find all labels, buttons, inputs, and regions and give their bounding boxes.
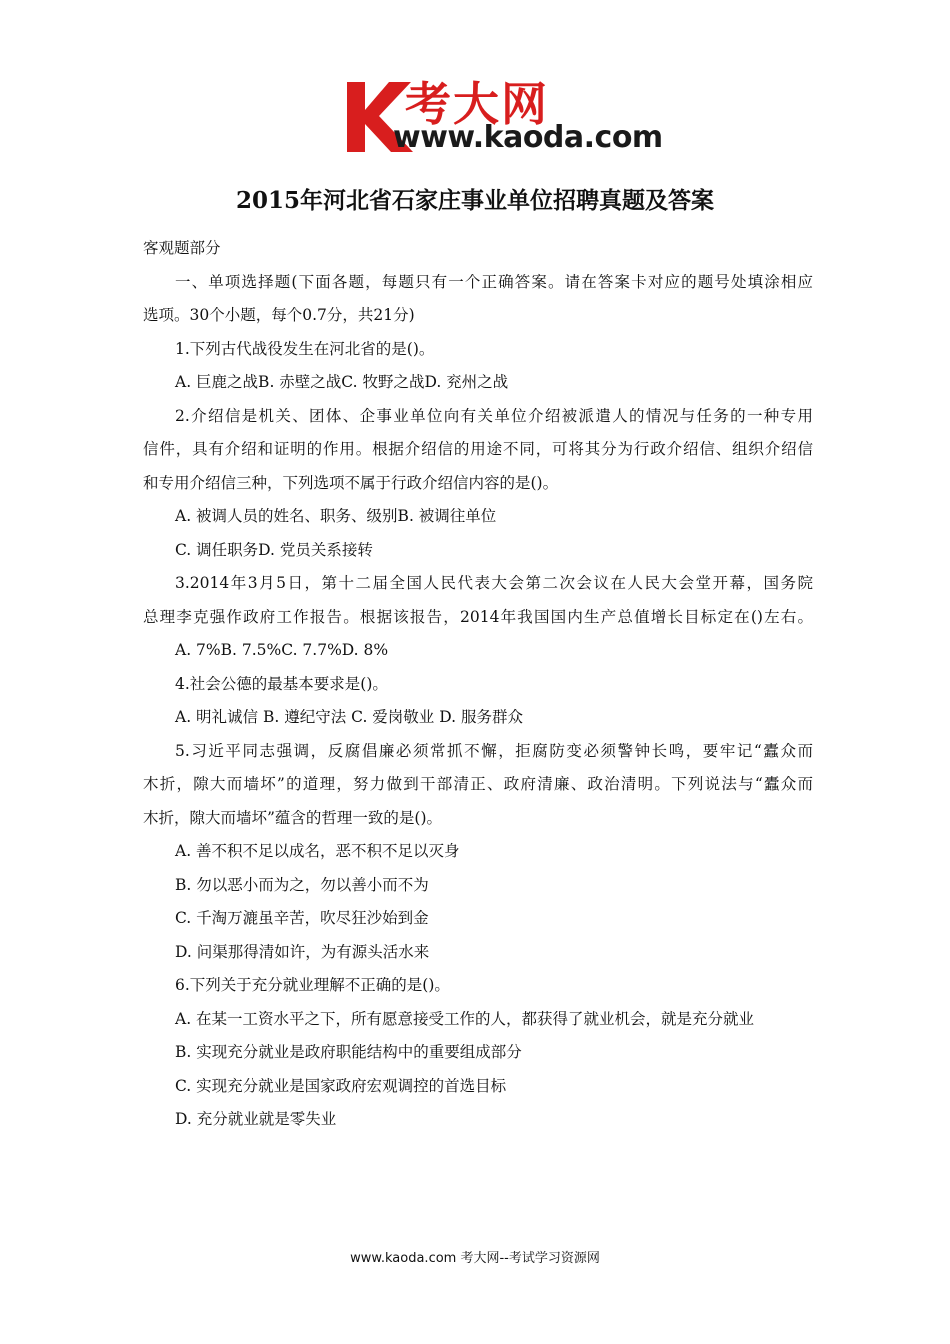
logo-url: www.kaoda.com [393, 120, 663, 155]
document-title: 2015年河北省石家庄事业单位招聘真题及答案 [235, 187, 714, 214]
instruction-line: 一、单项选择题(下面各题，每题只有一个正确答案。请在答案卡对应的题号处填涂相应 [175, 272, 813, 291]
site-logo [335, 66, 665, 166]
question-line: 木折，隙大而墙坏”蕴含的哲理一致的是()。 [143, 808, 443, 827]
question-line: 6.下列关于充分就业理解不正确的是()。 [175, 976, 450, 994]
option-line: A. 明礼诚信 B. 遵纪守法 C. 爱岗敬业 D. 服务群众 [175, 708, 523, 726]
question-line: 2.介绍信是机关、团体、企事业单位向有关单位介绍被派遣人的情况与任务的一种专用 [175, 406, 813, 425]
question-line: 1.下列古代战役发生在河北省的是()。 [175, 339, 435, 358]
option-line: D. 问渠那得清如许，为有源头活水来 [175, 942, 430, 961]
option-line: C. 实现充分就业是国家政府宏观调控的首选目标 [175, 1076, 507, 1095]
option-line: D. 充分就业就是零失业 [175, 1110, 337, 1128]
question-line: 总理李克强作政府工作报告。根据该报告，2014年我国国内生产总值增长目标定在()左右。 [143, 607, 813, 626]
option-line: B. 实现充分就业是政府职能结构中的重要组成部分 [175, 1043, 522, 1061]
question-line: 3.2014年3月5日，第十二届全国人民代表大会第二次会议在人民大会堂开幕，国务院 [175, 574, 813, 592]
instruction-line: 选项。30个小题，每个0.7分，共21分) [143, 306, 415, 324]
question-line: 4.社会公德的最基本要求是()。 [175, 674, 388, 693]
option-line: B. 勿以恶小而为之，勿以善小而不为 [175, 875, 429, 894]
question-line: 信件，具有介绍和证明的作用。根据介绍信的用途不同，可将其分为行政介绍信、组织介绍信 [143, 440, 813, 458]
question-line: 和专用介绍信三种，下列选项不属于行政介绍信内容的是()。 [143, 473, 559, 492]
option-line: A. 善不积不足以成名，恶不积不足以灭身 [175, 842, 460, 860]
option-line: A. 巨鹿之战B. 赤壁之战C. 牧野之战D. 兖州之战 [175, 373, 509, 391]
section-heading: 客观题部分 [143, 239, 221, 257]
logo-name: 考大网 [405, 77, 549, 131]
question-line: 木折，隙大而墙坏”的道理，努力做到干部清正、政府清廉、政治清明。下列说法与“蠹众而 [143, 775, 813, 793]
option-line: A. 7%B. 7.5%C. 7.7%D. 8% [175, 641, 389, 659]
option-line: A. 被调人员的姓名、职务、级别B. 被调往单位 [175, 507, 497, 525]
option-line: A. 在某一工资水平之下，所有愿意接受工作的人，都获得了就业机会，就是充分就业 [175, 1009, 755, 1028]
question-line: 5.习近平同志强调，反腐倡廉必须常抓不懈，拒腐防变必须警钟长鸣，要牢记“蠹众而 [175, 741, 813, 760]
option-line: C. 调任职务D. 党员关系接转 [175, 540, 373, 559]
page-footer: www.kaoda.com 考大网--考试学习资源网 [350, 1251, 600, 1266]
option-line: C. 千淘万漉虽辛苦，吹尽狂沙始到金 [175, 909, 429, 927]
document-body [143, 232, 813, 1137]
